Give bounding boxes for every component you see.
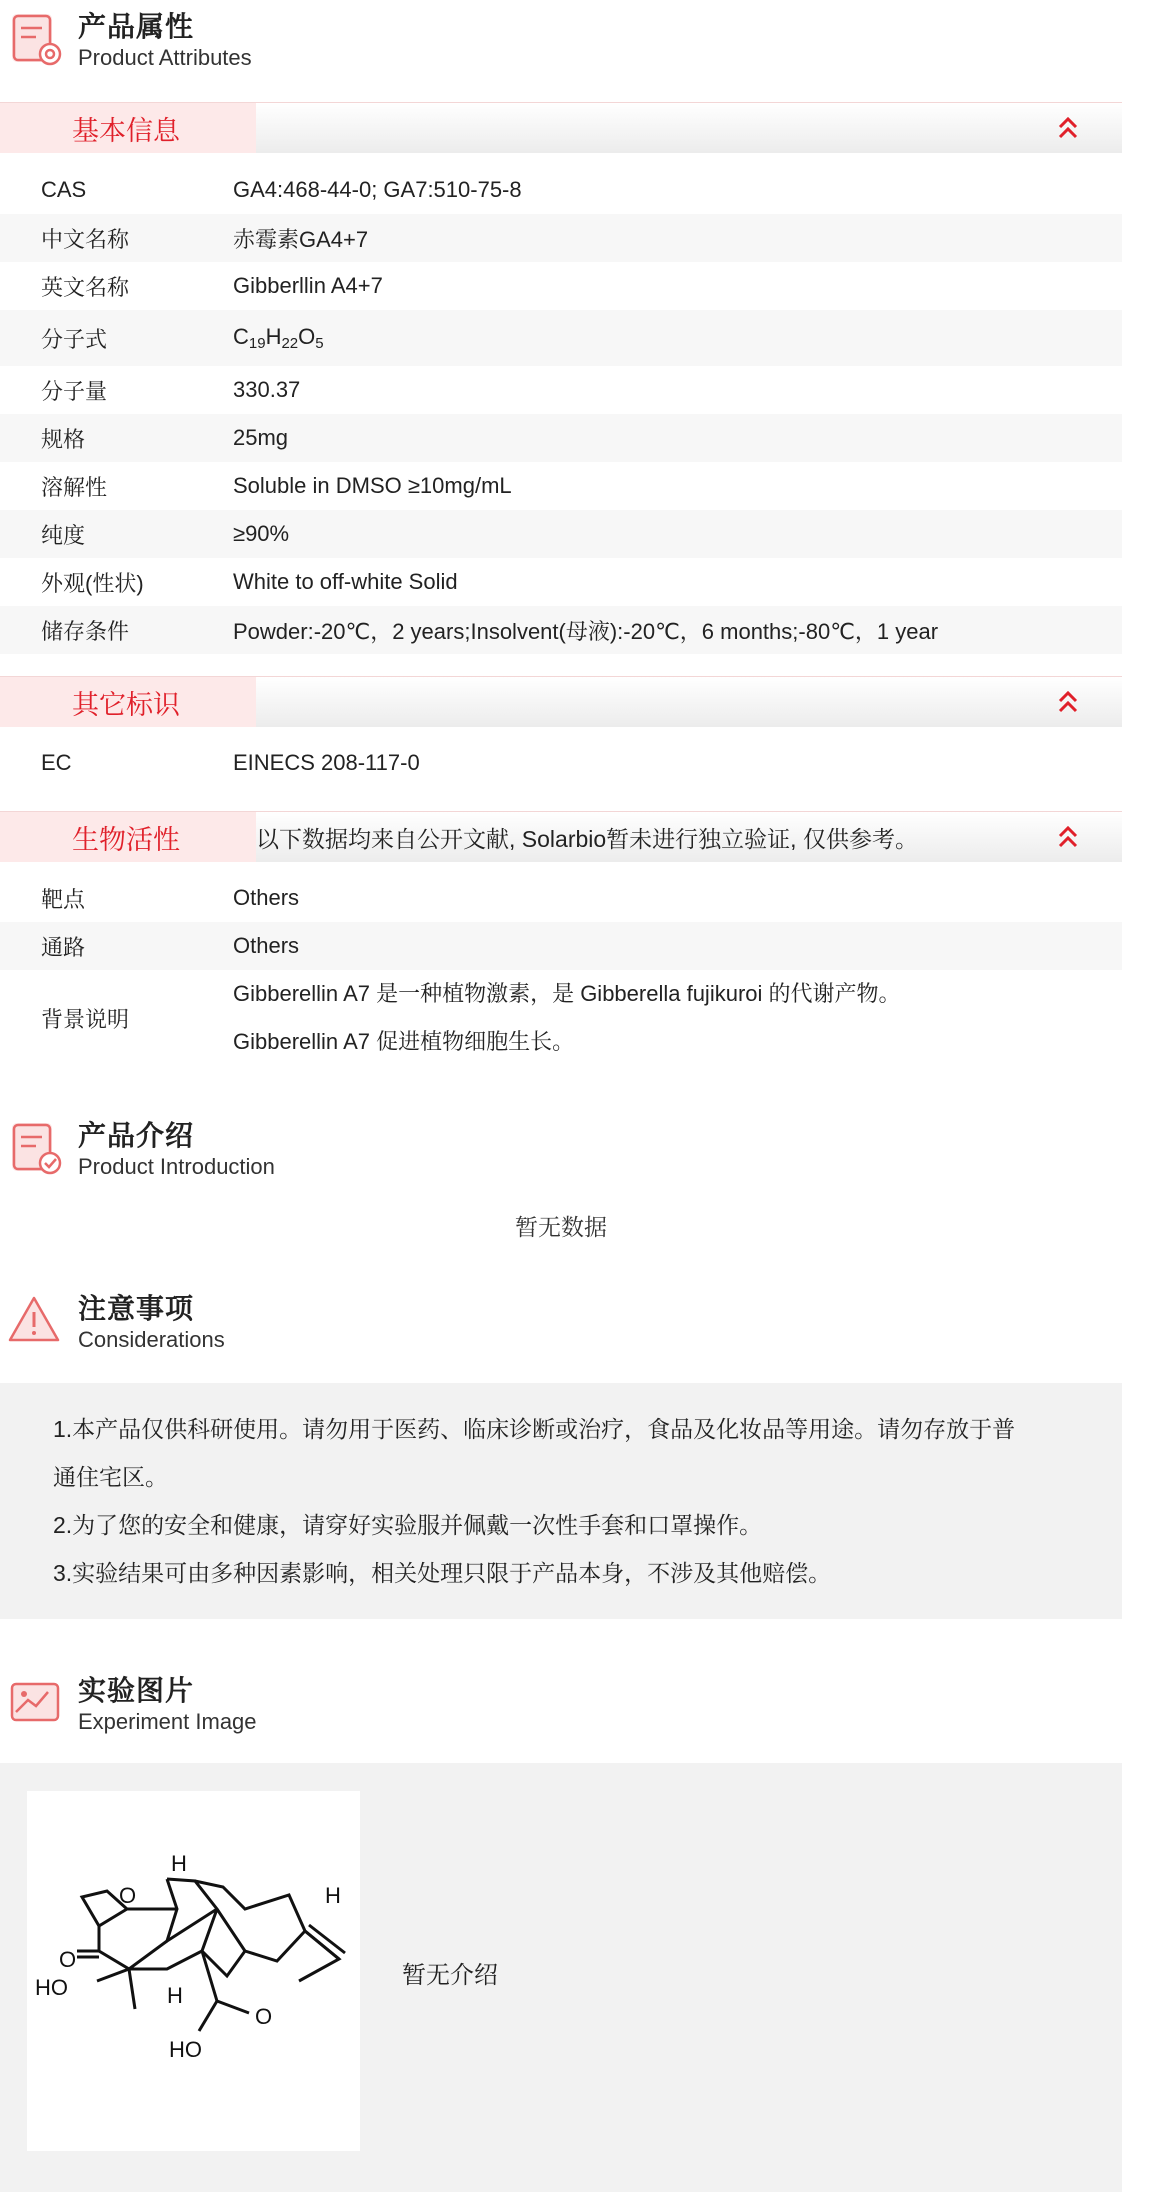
row-value: GA4:468-44-0; GA7:510-75-8 bbox=[233, 177, 522, 202]
row-key: 外观(性状) bbox=[41, 570, 144, 596]
structure-label-o: O bbox=[255, 2004, 273, 2029]
row-value: 赤霉素GA4+7 bbox=[233, 226, 369, 252]
experiment-title-cn: 实验图片 bbox=[78, 1675, 195, 1706]
row-key: 背景说明 bbox=[41, 1006, 130, 1032]
row-value: ≥90% bbox=[233, 521, 290, 546]
document-check-icon bbox=[6, 1117, 68, 1179]
table-row bbox=[0, 606, 1122, 654]
introduction-header bbox=[0, 1117, 1122, 1181]
table-row bbox=[0, 510, 1122, 558]
table-row bbox=[0, 874, 1122, 922]
introduction-title-cn: 产品介绍 bbox=[78, 1120, 195, 1151]
row-value: Others bbox=[233, 933, 300, 958]
formula-h-count: 22 bbox=[281, 335, 299, 352]
structure-label-h: H bbox=[171, 1851, 187, 1876]
double-chevron-up-icon[interactable] bbox=[1056, 689, 1080, 715]
formula-c: C bbox=[233, 324, 249, 349]
table-row bbox=[0, 462, 1122, 510]
row-value: 25mg bbox=[233, 425, 289, 450]
bio-activity-label: 生物活性 bbox=[0, 812, 256, 862]
other-ids-bar[interactable] bbox=[0, 676, 1122, 727]
formula-h: H bbox=[265, 324, 282, 349]
table-row bbox=[0, 262, 1122, 310]
attributes-title-cn: 产品属性 bbox=[78, 11, 195, 42]
double-chevron-up-icon[interactable] bbox=[1056, 115, 1080, 141]
row-value: EINECS 208-117-0 bbox=[233, 750, 420, 775]
table-row bbox=[0, 922, 1122, 970]
row-key: 中文名称 bbox=[41, 226, 130, 252]
experiment-box bbox=[0, 1763, 1122, 2192]
formula-o: O bbox=[298, 324, 316, 349]
structure-image[interactable] bbox=[27, 1791, 360, 2151]
row-value: 330.37 bbox=[233, 377, 301, 402]
attributes-title-en: Product Attributes bbox=[78, 45, 252, 70]
introduction-title-en: Product Introduction bbox=[78, 1154, 275, 1179]
row-value: Powder:-20℃，2 years;Insolvent(母液):-20℃，6 months;-80℃，1 year bbox=[233, 618, 939, 644]
introduction-empty: 暂无数据 bbox=[515, 1214, 607, 1240]
formula-o-count: 5 bbox=[315, 335, 324, 352]
row-value: Gibberllin A4+7 bbox=[233, 273, 383, 298]
consideration-line: 通住宅区。 bbox=[53, 1464, 168, 1490]
experiment-title-en: Experiment Image bbox=[78, 1709, 257, 1734]
warning-triangle-icon bbox=[6, 1290, 68, 1352]
considerations-title-cn: 注意事项 bbox=[78, 1293, 195, 1324]
table-row bbox=[0, 310, 1122, 366]
background-description bbox=[233, 970, 1122, 1066]
row-value: Soluble in DMSO ≥10mg/mL bbox=[233, 473, 512, 498]
experiment-header bbox=[0, 1672, 1122, 1736]
image-chart-icon bbox=[6, 1672, 68, 1734]
structure-label-h: H bbox=[325, 1883, 341, 1908]
background-line: Gibberellin A7 是一种植物激素，是 Gibberella fujikuroi 的代谢产物。 bbox=[233, 981, 901, 1006]
molecular-formula bbox=[233, 324, 1122, 352]
row-key: 纯度 bbox=[41, 522, 86, 548]
double-chevron-up-icon[interactable] bbox=[1056, 824, 1080, 850]
structure-label-ho: HO bbox=[169, 2037, 202, 2062]
table-row bbox=[0, 558, 1122, 606]
row-key: 靶点 bbox=[41, 886, 86, 912]
row-key: 分子量 bbox=[41, 378, 108, 404]
structure-label-o: O bbox=[59, 1947, 77, 1972]
other-ids-label: 其它标识 bbox=[0, 677, 256, 727]
background-line: Gibberellin A7 促进植物细胞生长。 bbox=[233, 1029, 575, 1054]
experiment-caption: 暂无介绍 bbox=[402, 1962, 498, 1989]
structure-label-h: H bbox=[167, 1983, 183, 2008]
row-key: 分子式 bbox=[41, 326, 108, 352]
considerations-box bbox=[0, 1383, 1122, 1619]
consideration-line: 3.实验结果可由多种因素影响，相关处理只限于产品本身，不涉及其他赔偿。 bbox=[53, 1560, 832, 1586]
row-value: White to off-white Solid bbox=[233, 569, 458, 594]
structure-label-ho: HO bbox=[35, 1975, 68, 2000]
table-row bbox=[0, 166, 1122, 214]
row-key: CAS bbox=[41, 177, 87, 202]
table-row bbox=[0, 414, 1122, 462]
table-row bbox=[0, 739, 1122, 787]
structure-label-o: O bbox=[119, 1883, 137, 1908]
attributes-header bbox=[0, 8, 1122, 72]
consideration-line: 2.为了您的安全和健康，请穿好实验服并佩戴一次性手套和口罩操作。 bbox=[53, 1512, 763, 1538]
considerations-header bbox=[0, 1290, 1122, 1354]
bio-activity-bar[interactable] bbox=[0, 811, 1122, 862]
bio-activity-note: 以下数据均来自公开文献, Solarbio暂未进行独立验证, 仅供参考。 bbox=[256, 825, 918, 852]
basic-info-label: 基本信息 bbox=[0, 103, 256, 153]
formula-c-count: 19 bbox=[248, 335, 266, 352]
row-key: 英文名称 bbox=[41, 274, 130, 300]
row-key: 规格 bbox=[41, 426, 86, 452]
row-key: 储存条件 bbox=[41, 618, 130, 644]
row-key: EC bbox=[41, 750, 72, 775]
basic-info-bar[interactable] bbox=[0, 102, 1122, 153]
row-key: 通路 bbox=[41, 934, 86, 960]
consideration-line: 1.本产品仅供科研使用。请勿用于医药、临床诊断或治疗，食品及化妆品等用途。请勿存放于普 bbox=[53, 1416, 1016, 1442]
considerations-title-en: Considerations bbox=[78, 1327, 225, 1352]
table-row bbox=[0, 970, 1122, 1066]
table-row bbox=[0, 366, 1122, 414]
row-key: 溶解性 bbox=[41, 474, 108, 500]
table-row bbox=[0, 214, 1122, 262]
row-value: Others bbox=[233, 885, 300, 910]
document-gear-icon bbox=[6, 8, 68, 70]
